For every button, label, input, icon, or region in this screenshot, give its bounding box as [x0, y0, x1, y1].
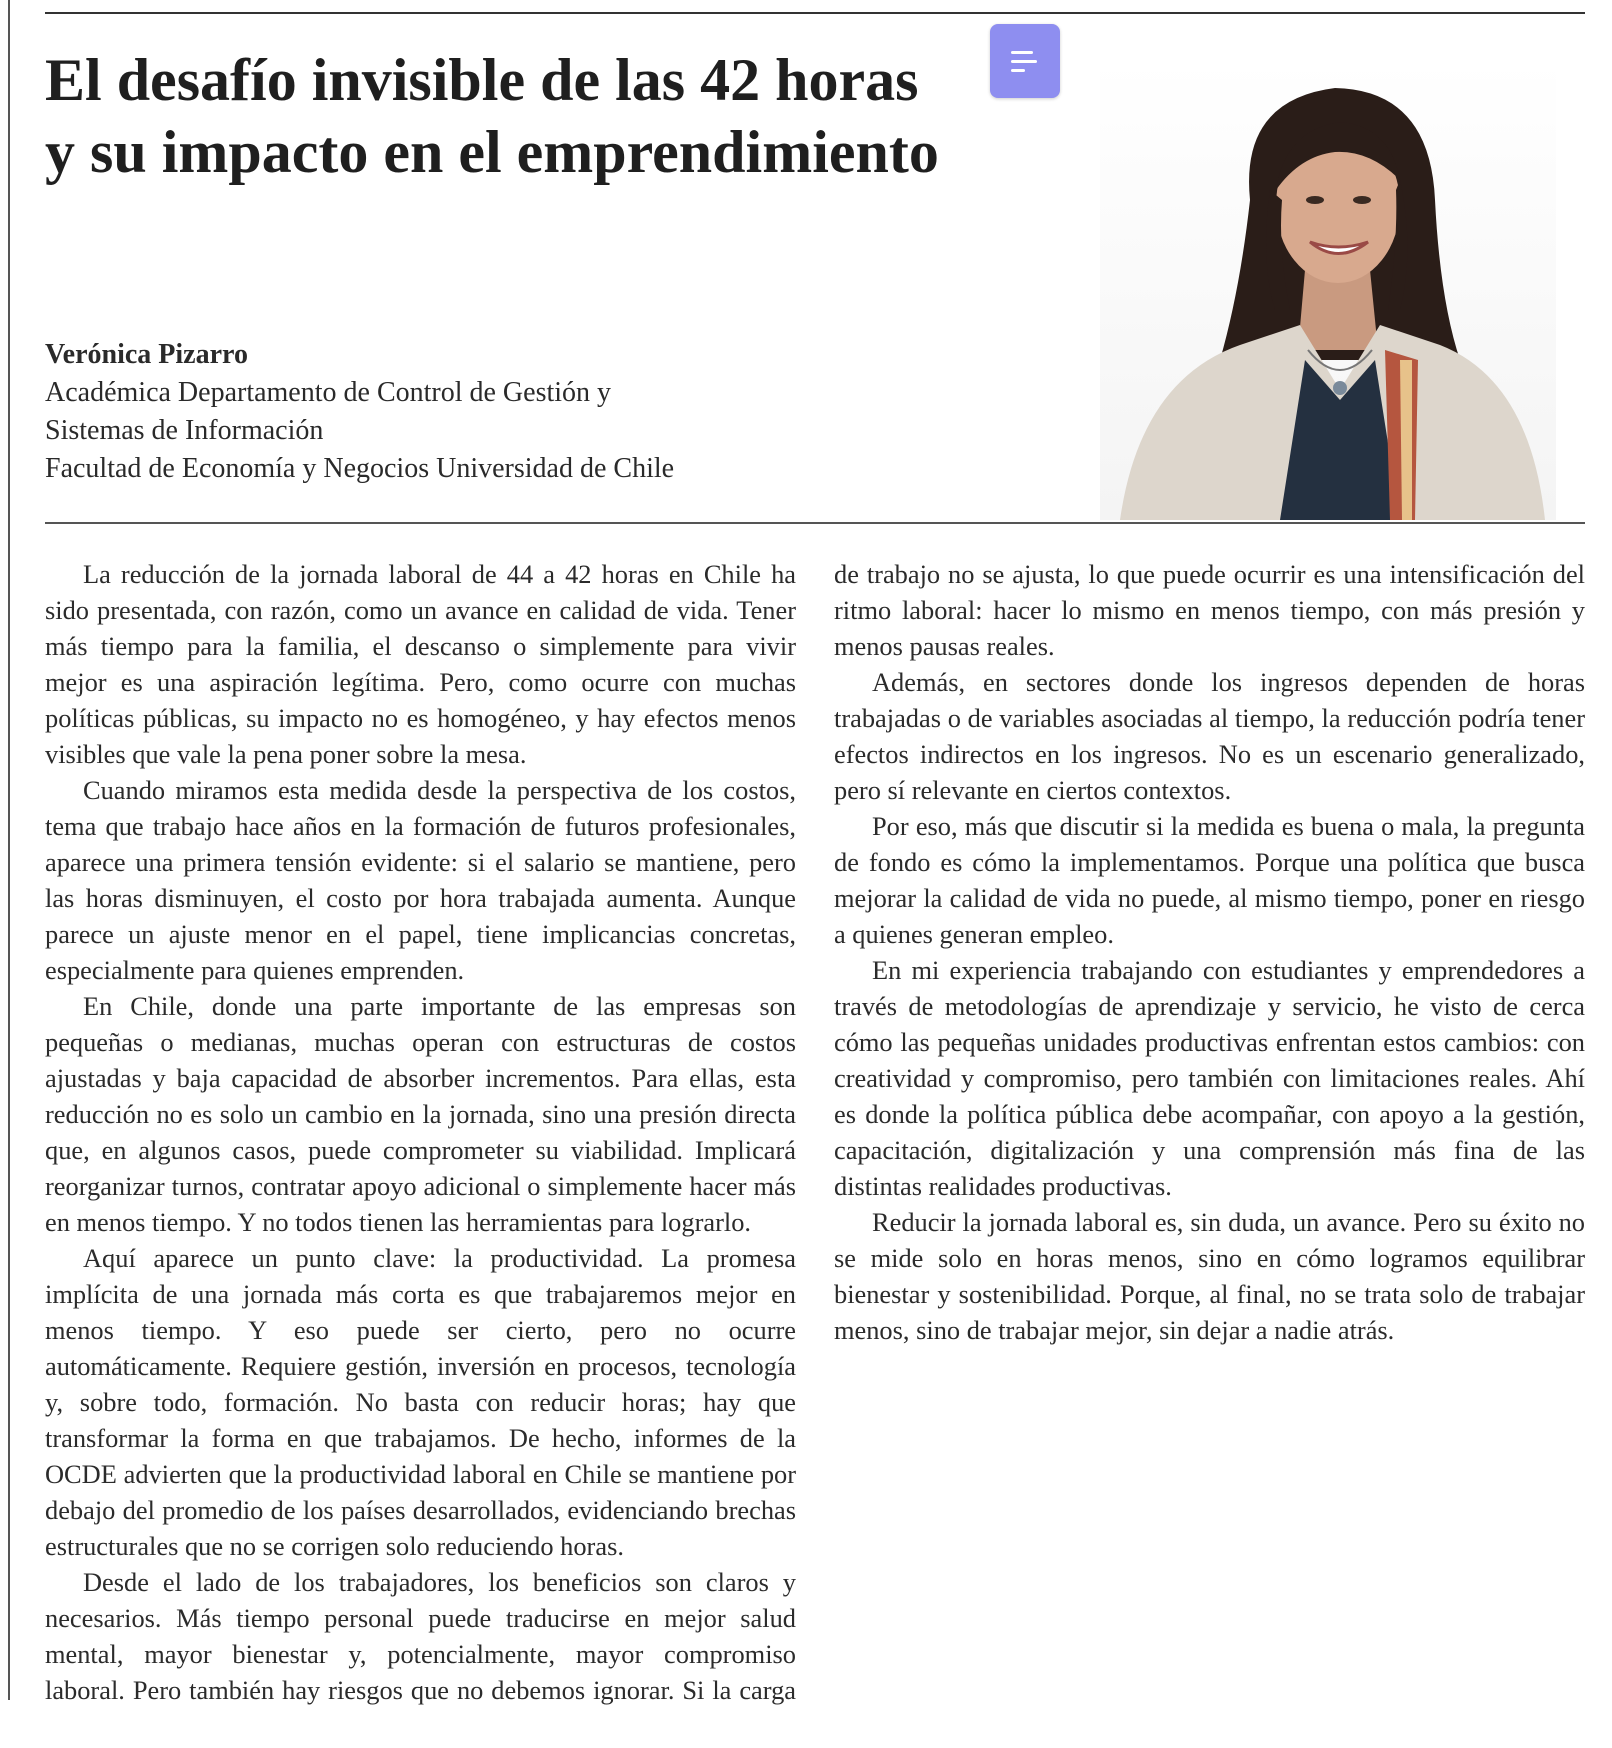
author-role-2: Sistemas de Información [45, 415, 324, 446]
paragraph: Cuando miramos esta medida desde la perspectiva de los costos, tema que trabajo hace años en la formación de futuros profesionales, aparece una primera tensión evidente: si el salario se mantiene, pero las horas disminuyen, el costo por hora trabajada aumenta. Aunque parece un ajuste menor en el papel, tiene implicancias concretas, especialmente para quienes emprenden. [45, 775, 796, 985]
author-portrait-icon [1100, 60, 1556, 520]
author-affiliation: Facultad de Economía y Negocios Universidad de Chile [45, 453, 675, 484]
article-headline [45, 44, 1095, 188]
menu-button[interactable] [990, 24, 1060, 98]
paragraph: Desde el lado de los trabajadores, los beneficios son claros y necesarios. Más tiempo personal puede traducirse en mejor salud mental, mayor bienestar y, potencialmente, mayor compromiso laboral. Pero también hay riesgos que no debemos ignorar. Si la carga de trabajo no se ajusta, lo que puede ocurrir es una intensificación del ritmo laboral: hacer lo mismo en menos tiempo, con más presión y menos pausas reales. [45, 559, 1585, 1705]
paragraph: En mi experiencia trabajando con estudiantes y emprendedores a través de metodologías de aprendizaje y servicio, he visto de cerca cómo las pequeñas unidades productivas enfrentan estos cambios: con creatividad y compromiso, pero también con limitaciones reales. Ahí es donde la política pública debe acompañar, con apoyo a la gestión, capacitación, digitalización y una comprensión más fina de las distintas realidades productivas. [834, 955, 1585, 1201]
author-role-1: Académica Departamento de Control de Gestión y [45, 377, 612, 408]
paragraph: Por eso, más que discutir si la medida es buena o mala, la pregunta de fondo es cómo la implementamos. Porque una política que busca mejorar la calidad de vida no puede, al mismo tiempo, poner en riesgo a quienes generan empleo. [834, 811, 1585, 949]
paragraph: La reducción de la jornada laboral de 44 a 42 horas en Chile ha sido presentada, con razón, como un avance en calidad de vida. Tener más tiempo para la familia, el descanso o simplemente para vivir mejor es una aspiración legítima. Pero, como ocurre con muchas políticas públicas, su impacto no es homogéneo, y hay efectos menos visibles que vale la pena poner sobre la mesa. [45, 559, 796, 769]
page-edge-rule [8, 0, 10, 1700]
author-photo [1100, 60, 1556, 520]
author-name: Verónica Pizarro [45, 339, 248, 370]
headline-line-1: El desafío invisible de las 42 horas [45, 47, 919, 113]
menu-lines-icon [1011, 51, 1033, 54]
paragraph: Reducir la jornada laboral es, sin duda, un avance. Pero su éxito no se mide solo en horas menos, sino en cómo logramos equilibrar bienestar y sostenibilidad. Porque, al final, no se trata solo de trabajar menos, sino de trabajar mejor, sin dejar a nadie atrás. [834, 1207, 1585, 1345]
author-byline [45, 336, 945, 488]
article-body [45, 556, 1585, 1716]
paragraph: Aquí aparece un punto clave: la productividad. La promesa implícita de una jornada más corta es que trabajaremos mejor en menos tiempo. Y eso puede ser cierto, pero no ocurre automáticamente. Requiere gestión, inversión en procesos, tecnología y, sobre todo, formación. No basta con reducir horas; hay que transformar la forma en que trabajamos. De hecho, informes de la OCDE advierten que la productividad laboral en Chile se mantiene por debajo del promedio de los países desarrollados, evidenciando brechas estructurales que no se corrigen solo reduciendo horas. [45, 1243, 796, 1561]
top-divider [45, 12, 1585, 14]
header-divider [45, 522, 1585, 524]
paragraph: En Chile, donde una parte importante de las empresas son pequeñas o medianas, muchas operan con estructuras de costos ajustadas y baja capacidad de absorber incrementos. Para ellas, esta reducción no es solo un cambio en la jornada, sino una presión directa que, en algunos casos, puede comprometer su viabilidad. Implicará reorganizar turnos, contratar apoyo adicional o simplemente hacer más en menos tiempo. Y no todos tienen las herramientas para lograrlo. [45, 991, 796, 1237]
headline-line-2: y su impacto en el emprendimiento [45, 119, 939, 185]
paragraph: Además, en sectores donde los ingresos dependen de horas trabajadas o de variables asociadas al tiempo, la reducción podría tener efectos indirectos en los ingresos. No es un escenario generalizado, pero sí relevante en ciertos contextos. [834, 667, 1585, 805]
